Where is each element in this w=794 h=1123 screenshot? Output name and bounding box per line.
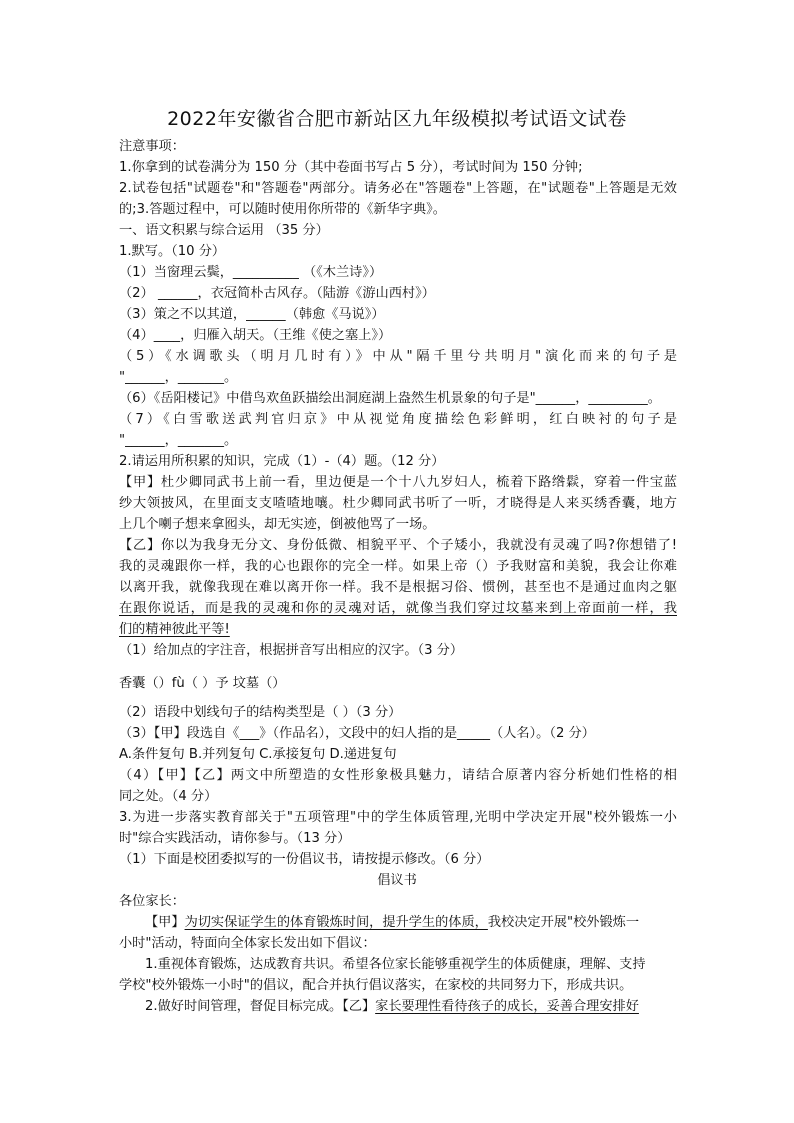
question-2-sub-3: （3）【甲】段选自《___》（作品名），文段中的妇人指的是_____（人名）。（2 分） [119,726,595,741]
question-2-sub-2: （2）语段中划线句子的结构类型是（ ）（3 分） [119,705,402,720]
proposal-text: 我校决定开展"校外锻炼一 [487,915,640,930]
exam-title: 2022年安徽省合肥市新站区九年级模拟考试语文试卷 [167,108,627,130]
section-heading: 一、语文积累与综合运用 （35 分） [119,223,329,238]
notice-item-3: 的;3.答题过程中，可以随时使用你所带的《新华字典》。 [119,202,446,217]
question-3-sub-1: （1）下面是校团委拟写的一份倡议书，请按提示修改。（6 分） [119,852,490,867]
notice-item-1: 1.你拿到的试卷满分为 150 分（其中卷面书写占 5 分），考试时间为 150 分钟; [119,160,583,175]
question-2-sub-4: （4）【甲】【乙】两文中所塑造的女性形象极具魅力，请结合原著内容分析她们性格的相 [119,768,677,783]
notice-heading: 注意事项： [119,139,185,154]
question-1-item-2: （2） ______，衣冠简朴古风存。（陆游《游山西村》） [119,286,435,301]
question-1-item-4: （4）____，归雁入胡天。（王维《使之塞上》） [119,328,392,343]
question-1-item-7-blank: "______，_______。 [119,433,238,448]
question-1-item-3: （3）策之不以其道，______（韩愈《马说》） [119,307,385,322]
question-3-heading-cont: 时"综合实践活动，请你参与。（13 分） [119,831,351,846]
marker-jia: 【甲】 [145,915,185,930]
question-2-sub-4-cont: 同之处。（4 分） [119,789,218,804]
question-1-item-6: （6）《岳阳楼记》中借鸟欢鱼跃描绘出洞庭湖上盎然生机景象的句子是"______，_________。 [119,391,661,406]
underlined-sentence-yi: 家长要理性看待孩子的成长，妥善合理安排好 [375,999,639,1014]
underlined-sentence-jia: 为切实保证学生的体育锻炼时间，提升学生的体质， [184,915,488,930]
proposal-para-1-line-2: 小时"活动，特面向全体家长发出如下倡议： [119,936,376,951]
passage-jia-line-2: 纱大领披风，在里面支支喳喳地嚷。杜少卿同武书听了一听，才晓得是人来买绣香囊，地方 [119,496,677,511]
question-2-options: A.条件复句 B.并列复句 C.承接复句 D.递进复句 [119,747,397,762]
passage-yi-line-3: 以离开我，就像我现在难以离开你一样。我不是根据习俗、惯例，甚至也不是通过血肉之躯 [119,580,677,595]
passage-yi-line-1: 【乙】你以为我身无分文、身份低微、相貌平平、个子矮小，我就没有灵魂了吗?你想错了! [119,538,677,553]
question-1-item-5-blank: "______，_______。 [119,370,238,385]
proposal-para-1-line-1 [145,912,677,933]
question-1-heading: 1.默写。（10 分） [119,244,226,259]
passage-jia-line-3: 上几个喇子想来拿囮头，却无实迹，倒被他骂了一场。 [119,517,436,532]
question-2-sub-1-answers: 香囊（）fù（ ）予 坟墓（） [119,676,286,691]
proposal-title: 倡议书 [377,873,417,888]
proposal-point-2-line-1 [145,996,677,1017]
proposal-point-1-line-1: 1.重视体育锻炼，达成教育共识。希望各位家长能够重视学生的体质健康，理解、支持 [145,957,646,972]
question-1-item-1: （1）当窗理云鬓，__________ （《木兰诗》） [119,265,383,280]
notice-item-2: 2.试卷包括"试题卷"和"答题卷"两部分。请务必在"答题卷"上答题，在"试题卷"上答题是无效 [119,181,677,196]
proposal-text: 2.做好时间管理，督促目标完成。【乙】 [145,999,376,1014]
question-1-item-7: （7）《白雪歌送武判官归京》中从视觉角度描绘色彩鲜明，红白映衬的句子是 [119,412,677,427]
proposal-salutation: 各位家长： [119,894,185,909]
question-1-item-5: （5）《水调歌头（明月几时有）》中从"隔千里兮共明月"演化而来的句子是 [119,349,677,364]
passage-yi-line-4: 在跟你说话，而是我的灵魂和你的灵魂对话，就像当我们穿过坟墓来到上帝面前一样，我 [119,601,677,616]
passage-jia-line-1: 【甲】杜少卿同武书上前一看，里边便是一个十八九岁妇人，梳着下路绺鬏，穿着一件宝蓝 [119,475,677,490]
passage-yi-line-2: 我的灵魂跟你一样，我的心也跟你的完全一样。如果上帝（）予我财富和美貌，我会让你难 [119,559,677,574]
question-2-sub-1: （1）给加点的字注音，根据拼音写出相应的汉字。（3 分） [119,643,464,658]
passage-yi-line-5: 们的精神彼此平等! [119,622,230,637]
proposal-point-1-line-2: 学校"校外锻炼一小时"的倡议，配合并执行倡议落实，在家校的共同努力下，形成共识。 [119,978,633,993]
question-2-heading: 2.请运用所积累的知识，完成（1）-（4）题。（12 分） [119,454,445,469]
question-3-heading: 3.为进一步落实教育部关于"五项管理"中的学生体质管理,光明中学决定开展"校外锻炼一小 [119,810,677,825]
